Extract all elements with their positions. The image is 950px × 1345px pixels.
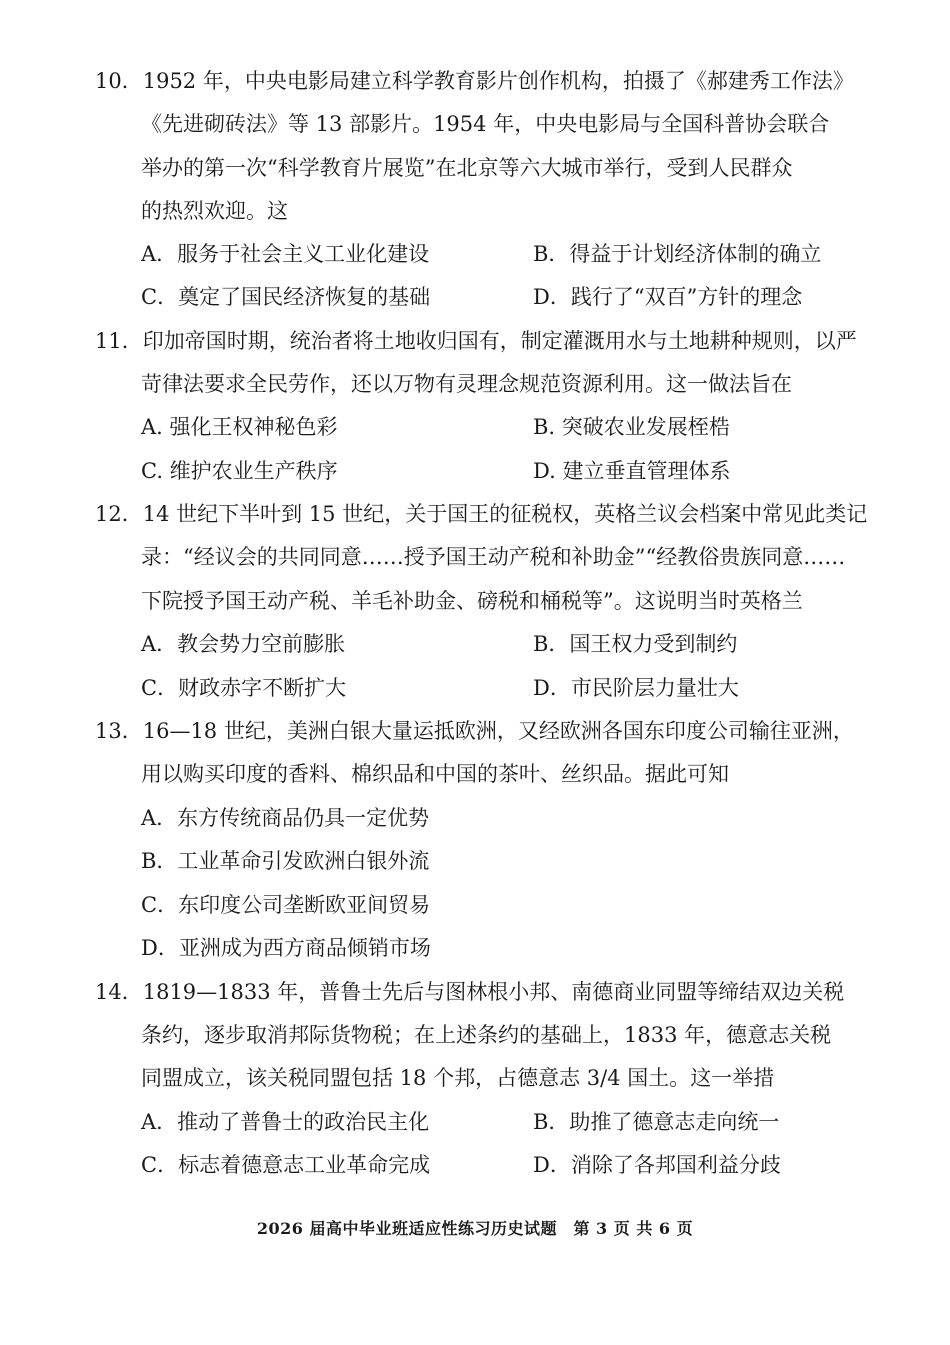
option-a: A．推动了普鲁士的政治民主化: [141, 1110, 430, 1134]
question-stem-line: 录：“经议会的共同同意……授予国王动产税和补助金”“经教俗贵族同意……: [141, 545, 846, 569]
page-footer: 2026 届高中毕业班适应性练习历史试题 第 3 页 共 6 页: [256, 1219, 694, 1238]
option-c: C．标志着德意志工业革命完成: [141, 1153, 431, 1177]
option-b: B．工业革命引发欧洲白银外流: [141, 849, 430, 873]
option-c: C．奠定了国民经济恢复的基础: [141, 285, 431, 309]
option-d: D. 建立垂直管理体系: [533, 459, 731, 483]
option-a: A. 强化王权神秘色彩: [141, 415, 338, 439]
option-b: B．得益于计划经济体制的确立: [533, 242, 822, 266]
option-b: B．助推了德意志走向统一: [533, 1110, 780, 1134]
option-c: C. 维护农业生产秩序: [141, 459, 338, 483]
option-a: A．服务于社会主义工业化建设: [141, 242, 430, 266]
option-d: D．消除了各邦国利益分歧: [533, 1153, 781, 1177]
question-stem-line: 下院授予国王动产税、羊毛补助金、磅税和桶税等”。这说明当时英格兰: [141, 589, 803, 613]
question-stem-line: 举办的第一次“科学教育片展览”在北京等六大城市举行，受到人民群众: [141, 156, 793, 180]
question-stem-line: 条约，逐步取消邦际货物税；在上述条约的基础上，1833 年，德意志关税: [141, 1023, 832, 1047]
question-stem-line: 苛律法要求全民劳作，还以万物有灵理念规范资源利用。这一做法旨在: [141, 372, 792, 396]
question-stem-line: 《先进砌砖法》等 13 部影片。1954 年，中央电影局与全国科普协会联合: [141, 112, 830, 136]
question-stem-line: 用以购买印度的香料、棉织品和中国的茶叶、丝织品。据此可知: [141, 762, 729, 786]
option-a: A．教会势力空前膨胀: [141, 632, 346, 656]
question-stem-line: 14．1819—1833 年，普鲁士先后与图林根小邦、南德商业同盟等缔结双边关税: [95, 980, 845, 1004]
option-b: B. 突破农业发展桎梏: [533, 415, 730, 439]
option-c: C．财政赤字不断扩大: [141, 676, 347, 700]
option-a: A．东方传统商品仍具一定优势: [141, 806, 430, 830]
option-d: D．市民阶层力量壮大: [533, 676, 739, 700]
question-stem-line: 的热烈欢迎。这: [141, 199, 288, 223]
option-d: D．亚洲成为西方商品倾销市场: [141, 936, 431, 960]
option-b: B．国王权力受到制约: [533, 632, 738, 656]
question-stem-line: 13．16—18 世纪，美洲白银大量运抵欧洲，又经欧洲各国东印度公司输往亚洲，: [95, 719, 854, 743]
question-stem-line: 12．14 世纪下半叶到 15 世纪，关于国王的征税权，英格兰议会档案中常见此类记: [95, 502, 868, 526]
option-d: D．践行了“双百”方针的理念: [533, 285, 803, 309]
question-stem-line: 同盟成立，该关税同盟包括 18 个邦，占德意志 3/4 国土。这一举措: [141, 1066, 775, 1090]
question-stem-line: 10．1952 年，中央电影局建立科学教育影片创作机构，拍摄了《郝建秀工作法》: [95, 69, 854, 93]
option-c: C．东印度公司垄断欧亚间贸易: [141, 893, 431, 917]
question-stem-line: 11．印加帝国时期，统治者将土地收归国有，制定灌溉用水与土地耕种规则，以严: [95, 329, 857, 353]
